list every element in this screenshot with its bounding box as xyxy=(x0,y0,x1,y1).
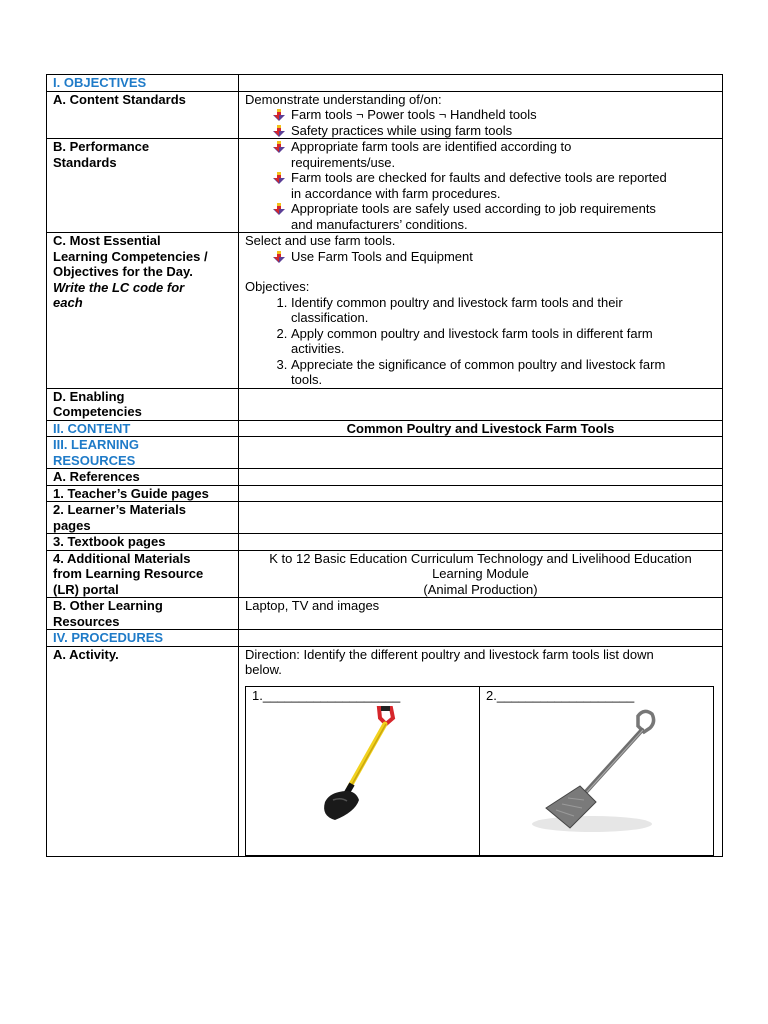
learners-materials-row xyxy=(47,502,723,534)
activity-cell-2 xyxy=(480,686,714,855)
references-label: A. References xyxy=(47,469,239,486)
procedures-row xyxy=(47,630,723,647)
enabling-row xyxy=(47,388,723,420)
other-resources-row xyxy=(47,598,723,630)
list-item: 2. Apply common poultry and livestock farm tools in different farm activities. xyxy=(291,326,716,357)
list-item: 1. Identify common poultry and livestock farm tools and their classification. xyxy=(291,295,716,326)
content-standards-intro: Demonstrate understanding of/on: xyxy=(245,91,442,107)
objectives-list xyxy=(245,295,716,388)
activity-label: A. Activity. xyxy=(47,646,239,856)
content-standards-row xyxy=(47,91,723,139)
lesson-plan xyxy=(46,74,722,857)
learning-resources-row xyxy=(47,437,723,469)
list-item: 3. Appreciate the significance of common poultry and livestock farm tools. xyxy=(291,357,716,388)
answer-blank-2: 2.___________________ xyxy=(486,687,635,703)
performance-standards-row: B. Performance Standards Appropriate farm tools are identified according to requirements/use. Farm tools are checked for faults and defective tools are reported in accordance with farm procedures. Appropriate tools are safely used according to job requirements and manufacturers’ conditions. xyxy=(47,139,723,233)
round-shovel-image xyxy=(303,704,423,822)
activity-image-grid xyxy=(245,686,714,856)
content-title: Common Poultry and Livestock Farm Tools xyxy=(239,420,723,437)
list-item: Safety practices while using farm tools xyxy=(273,123,716,139)
bullet-arrow-icon xyxy=(273,109,285,121)
content-standards-list xyxy=(245,107,716,138)
procedures-heading: IV. PROCEDURES xyxy=(47,630,239,647)
lesson-plan-table xyxy=(46,74,723,857)
objectives-subheading: Objectives: xyxy=(245,279,310,294)
references-row xyxy=(47,469,723,486)
activity-cell-1 xyxy=(246,686,480,855)
list-item: Appropriate tools are safely used according to job requirements and manufacturers’ conditions. xyxy=(273,201,716,232)
bullet-arrow-icon xyxy=(273,251,285,263)
teachers-guide-label: 1. Teacher’s Guide pages xyxy=(47,485,239,502)
textbook-label: 3. Textbook pages xyxy=(47,534,239,551)
textbook-row xyxy=(47,534,723,551)
learning-resources-heading: III. LEARNING RESOURCES xyxy=(47,437,239,469)
performance-standards-label: B. Performance xyxy=(53,139,150,154)
content-row xyxy=(47,420,723,437)
list-item: Farm tools are checked for faults and defective tools are reported in accordance with farm procedures. xyxy=(273,170,716,201)
lc-code-hint: Write the LC code for xyxy=(53,279,185,295)
list-item: Appropriate farm tools are identified according to requirements/use. xyxy=(273,139,716,170)
content-standards-label: A. Content Standards xyxy=(47,91,239,139)
content-heading: II. CONTENT xyxy=(47,420,239,437)
other-resources-value: Laptop, TV and images xyxy=(239,598,723,630)
competencies-label: C. Most Essential Learning Competencies / Objectives for the Day. Write the LC code for each xyxy=(47,233,239,389)
additional-materials-value: K to 12 Basic Education Curriculum Technology and Livelihood Education Learning Module (Animal Production) xyxy=(239,550,723,598)
objectives-heading: I. OBJECTIVES xyxy=(47,75,239,92)
competencies-row xyxy=(47,233,723,389)
competency-intro: Select and use farm tools. xyxy=(245,233,396,248)
objectives-row xyxy=(47,75,723,92)
performance-standards-list xyxy=(245,139,716,232)
additional-materials-label: 4. Additional Materials from Learning Resource (LR) portal xyxy=(47,550,239,598)
bullet-arrow-icon xyxy=(273,172,285,184)
additional-materials-row xyxy=(47,550,723,598)
activity-row: A. Activity. Direction: Identify the different poultry and livestock farm tools list down below. 1.___________________ 2.___________________ xyxy=(47,646,723,856)
square-shovel-image xyxy=(522,704,672,839)
answer-blank-1: 1.___________________ xyxy=(252,687,401,703)
other-resources-label: B. Other Learning Resources xyxy=(47,598,239,630)
bullet-arrow-icon xyxy=(273,125,285,137)
enabling-label: D. Enabling Competencies xyxy=(47,388,239,420)
learners-materials-label: 2. Learner’s Materials pages xyxy=(47,502,239,534)
list-item: Use Farm Tools and Equipment xyxy=(273,249,716,265)
teachers-guide-row xyxy=(47,485,723,502)
bullet-arrow-icon xyxy=(273,203,285,215)
list-item: Farm tools ¬ Power tools ¬ Handheld tools xyxy=(273,107,716,123)
activity-direction: Direction: Identify the different poultry and livestock farm tools list down xyxy=(245,646,654,662)
bullet-arrow-icon xyxy=(273,141,285,153)
